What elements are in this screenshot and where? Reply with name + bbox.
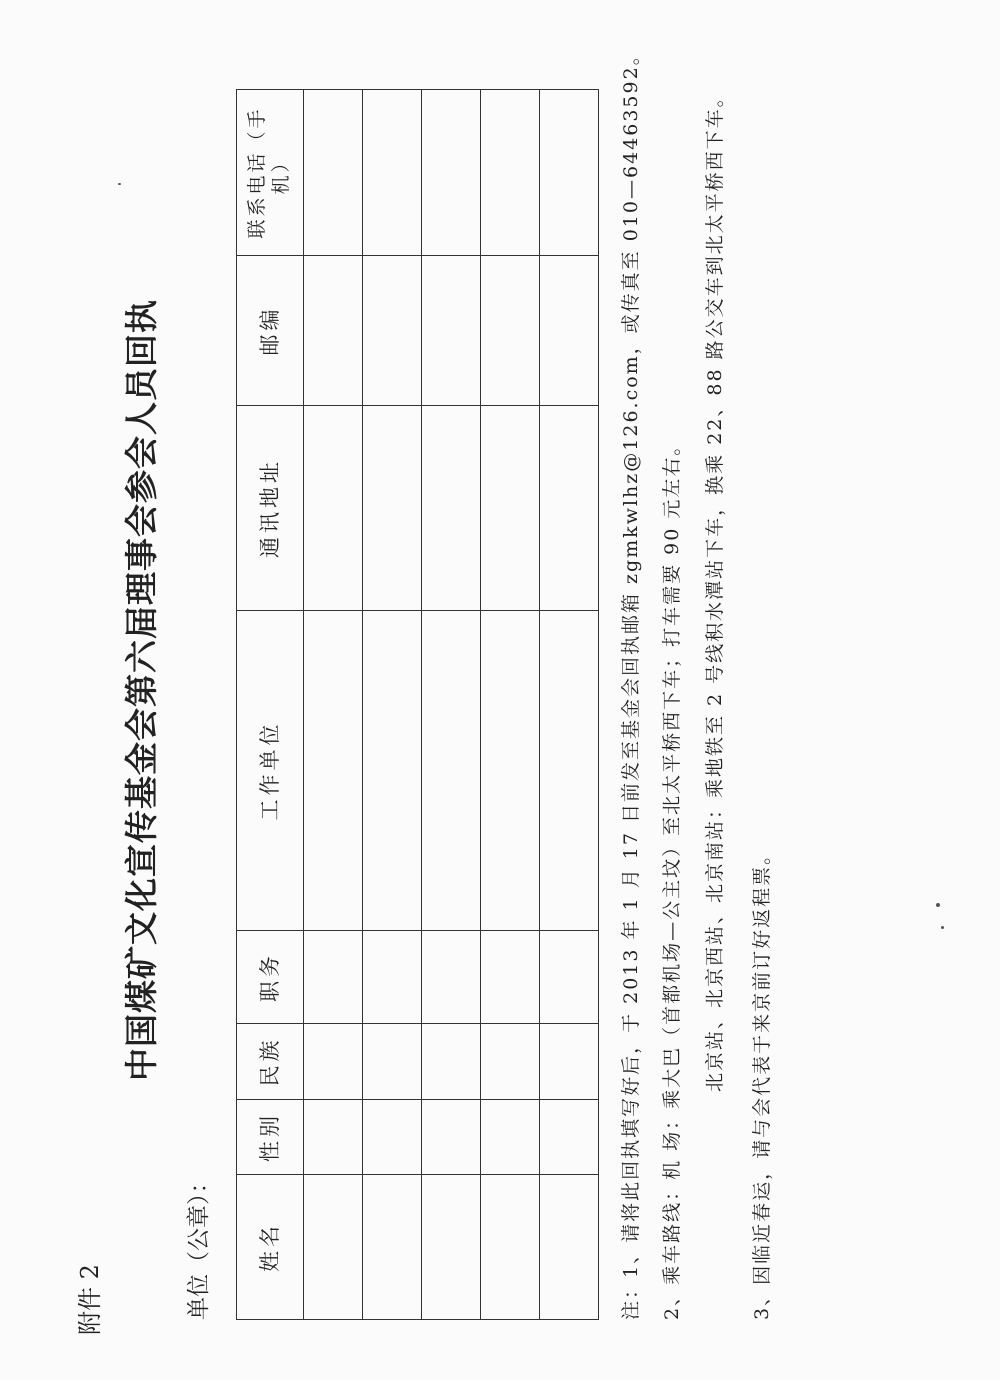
- table-cell[interactable]: [540, 1175, 599, 1320]
- table-cell[interactable]: [481, 406, 540, 611]
- table-cell[interactable]: [304, 90, 363, 256]
- table-cell[interactable]: [363, 406, 422, 611]
- table-cell[interactable]: [422, 1100, 481, 1175]
- table-row: [481, 90, 540, 1320]
- table-cell[interactable]: [422, 611, 481, 931]
- table-cell[interactable]: [363, 1175, 422, 1320]
- note-1: 注：1、请将此回执填写好后，于 2013 年 1 月 17 日前发至基金会回执邮箱 zgmkwlhz@126.com，或传真至 010—64463592。: [620, 44, 642, 1320]
- table-row: [304, 90, 363, 1320]
- table-cell[interactable]: [540, 256, 599, 406]
- table-row: [422, 90, 481, 1320]
- scan-speck: [118, 183, 121, 185]
- table-header-row: [237, 90, 304, 1320]
- table-cell[interactable]: [363, 611, 422, 931]
- header-name: 姓名: [237, 1175, 304, 1320]
- table-cell[interactable]: [540, 90, 599, 256]
- note-3: 3、因临近春运，请与会代表于来京前订好返程票。: [751, 843, 773, 1320]
- table-cell[interactable]: [540, 931, 599, 1024]
- table-cell[interactable]: [540, 406, 599, 611]
- reply-form-table: [236, 89, 599, 1320]
- table-cell[interactable]: [481, 1175, 540, 1320]
- table-cell[interactable]: [363, 1024, 422, 1100]
- table-cell[interactable]: [363, 90, 422, 256]
- table-cell[interactable]: [304, 256, 363, 406]
- header-gender: 性别: [237, 1100, 304, 1175]
- header-ethnicity: 民族: [237, 1024, 304, 1100]
- table-cell[interactable]: [304, 1024, 363, 1100]
- table-cell[interactable]: [304, 611, 363, 931]
- table-cell[interactable]: [422, 1175, 481, 1320]
- attachment-label: 附件 2: [76, 1264, 104, 1335]
- note-2: 2、乘车路线：机 场：乘大巴（首都机场—公主坟）至北太平桥西下车；打车需要 90 元左右。: [661, 434, 683, 1320]
- table-cell[interactable]: [304, 1175, 363, 1320]
- scan-speck: [941, 926, 944, 929]
- table-cell[interactable]: [540, 1024, 599, 1100]
- header-phone: 联系电话（手机）: [237, 90, 304, 256]
- header-position: 职务: [237, 931, 304, 1024]
- table-cell[interactable]: [481, 1100, 540, 1175]
- table-cell[interactable]: [481, 256, 540, 406]
- table-cell[interactable]: [363, 256, 422, 406]
- table-cell[interactable]: [422, 931, 481, 1024]
- header-postcode: 邮编: [237, 256, 304, 406]
- table-cell[interactable]: [422, 256, 481, 406]
- header-work-unit: 工作单位: [237, 611, 304, 931]
- unit-seal-label: 单位（公章）：: [186, 1170, 212, 1320]
- table-cell[interactable]: [304, 406, 363, 611]
- table-cell[interactable]: [481, 1024, 540, 1100]
- table-cell[interactable]: [304, 931, 363, 1024]
- header-address: 通讯地址: [237, 406, 304, 611]
- scan-speck: [936, 903, 940, 907]
- table-cell[interactable]: [481, 90, 540, 256]
- table-cell[interactable]: [422, 406, 481, 611]
- table-cell[interactable]: [363, 931, 422, 1024]
- table-cell[interactable]: [304, 1100, 363, 1175]
- table-cell[interactable]: [481, 931, 540, 1024]
- table-cell[interactable]: [540, 1100, 599, 1175]
- document-title: 中国煤矿文化宣传基金会第六届理事会参会人员回执: [122, 299, 161, 1081]
- table-row: [540, 90, 599, 1320]
- table-cell[interactable]: [422, 90, 481, 256]
- table-cell[interactable]: [481, 611, 540, 931]
- table-row: [363, 90, 422, 1320]
- table-cell[interactable]: [363, 1100, 422, 1175]
- note-2-continued: 北京站、北京西站、北京南站：乘地铁至 2 号线积水潭站下车，换乘 22、88 路公交车到北太平桥西下车。: [704, 86, 726, 1092]
- table-cell[interactable]: [540, 611, 599, 931]
- table-cell[interactable]: [422, 1024, 481, 1100]
